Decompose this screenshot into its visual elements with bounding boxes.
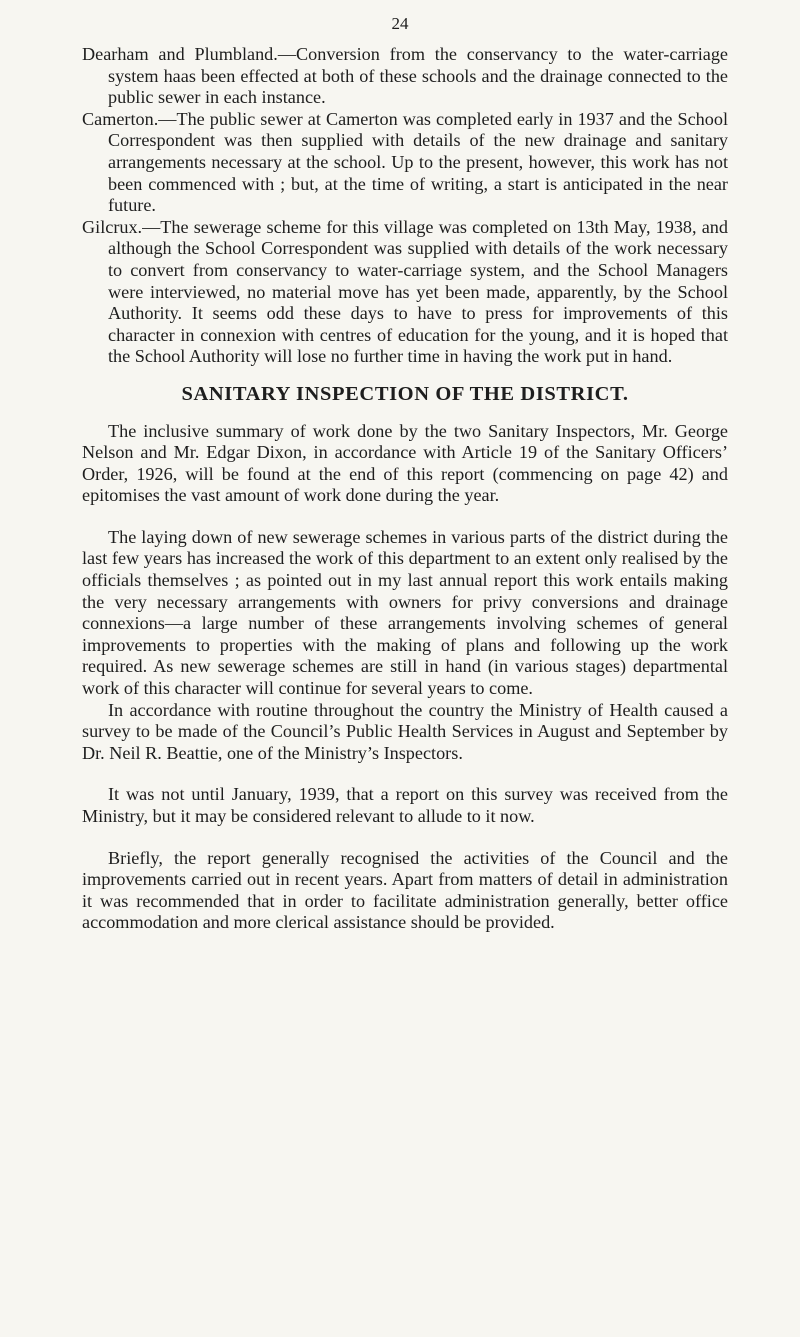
- section-heading: SANITARY INSPECTION OF THE DISTRICT.: [181, 382, 629, 405]
- school-paragraph-dearham: Dearham and Plumbland.—Conversion from the conservancy to the water-carriage system haas been effected at both of these schools and the drainage connected to the public sewer in each instance.: [82, 44, 728, 108]
- school-paragraph-gilcrux: Gilcrux.—The sewerage scheme for this village was completed on 13th May, 1938, and although the School Correspondent was supplied with details of the work necessary to convert from conservancy to water-carriage system, and the School Managers were interviewed, no material move has yet been made, apparently, by the School Authority. It seems odd these days to have to press for improvements of this character in connexion with centres of education for the young, and it is hoped that the School Authority will lose no further time in having the work put in hand.: [82, 216, 728, 367]
- paragraph-sewerage: The laying down of new sewerage schemes in various parts of the district during the last few years has increased the work of this department to an extent only realised by the officials themselves ; as pointed out in my last annual report this work entails making the very necessary arrangements with owners for privy conversions and drainage connexions—a large number of these arrangements involving schemes of general improvements to properties with the making of plans and following up the work required. As new sewerage schemes are still in hand (in various stages) departmental work of this character will continue for several years to come.: [82, 526, 728, 699]
- paragraph-report-received: It was not until January, 1939, that a report on this survey was received from the Ministry, but it may be considered relevant to allude to it now.: [82, 784, 728, 826]
- school-paragraph-camerton: Camerton.—The public sewer at Camerton was completed early in 1937 and the School Correspondent was then supplied with details of the new drainage and sanitary arrangements necessary at the school. Up to the present, however, this work has not been commenced with ; but, at the time of writing, a start is anticipated in the near future.: [82, 108, 728, 216]
- paragraph-ministry-survey: In accordance with routine throughout the country the Ministry of Health caused a survey to be made of the Council’s Public Health Services in August and September by Dr. Neil R. Beattie, one of the Ministry’s Inspectors.: [82, 699, 728, 763]
- page-number: 24: [391, 14, 409, 33]
- page-body: [82, 44, 728, 934]
- paragraph-summary: The inclusive summary of work done by the two Sanitary Inspectors, Mr. George Nelson and Mr. Edgar Dixon, in accordance with Article 19 of the Sanitary Officers’ Order, 1926, will be found at the end of this report (commencing on page 42) and epitomises the vast amount of work done during the year.: [82, 420, 728, 506]
- paragraph-report-summary: Briefly, the report generally recognised the activities of the Council and the improvements carried out in recent years. Apart from matters of detail in administration it was recommended that in order to facilitate administration generally, better office accommodation and more clerical assistance should be provided.: [82, 847, 728, 933]
